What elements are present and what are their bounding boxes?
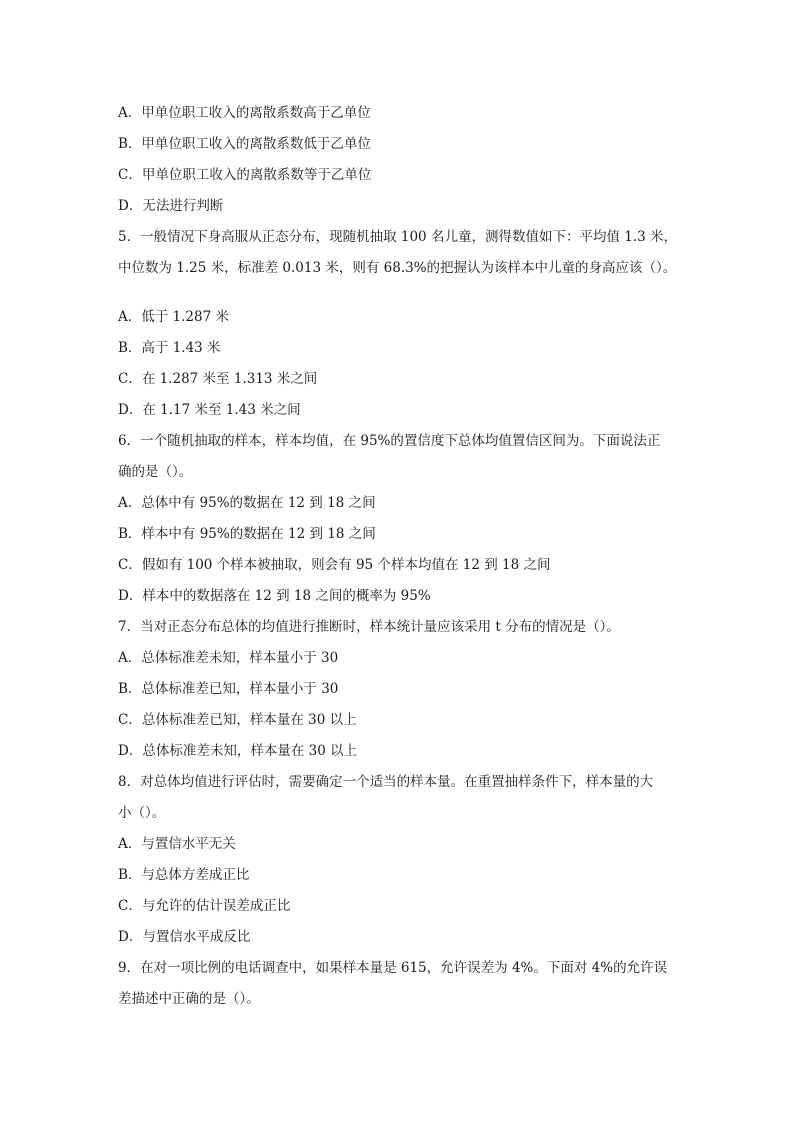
question-list (118, 101, 688, 1018)
question-line: 差描述中正确的是（）。 (118, 991, 260, 1007)
question-line: 7．当对正态分布总体的均值进行推断时，样本统计量应该采用 t 分布的情况是（）。 (118, 619, 620, 635)
answer-option: C．与允许的估计误差成正比 (118, 898, 291, 914)
answer-option: A．低于 1.287 米 (118, 309, 229, 325)
answer-option: C．总体标准差已知，样本量在 30 以上 (118, 712, 357, 728)
answer-option: B．高于 1.43 米 (118, 340, 221, 356)
answer-option: B．甲单位职工收入的离散系数低于乙单位 (118, 136, 371, 152)
question-stem (118, 429, 688, 491)
answer-option: A．总体中有 95%的数据在 12 到 18 之间 (118, 495, 376, 511)
answer-option: C．甲单位职工收入的离散系数等于乙单位 (118, 167, 372, 183)
answer-option: B．与总体方差成正比 (118, 867, 250, 883)
answer-option: A．与置信水平无关 (118, 836, 236, 852)
answer-option: B．总体标准差已知，样本量小于 30 (118, 681, 339, 697)
question-line: 确的是（）。 (118, 464, 193, 480)
question-line: 8．对总体均值进行评估时，需要确定一个适当的样本量。在重置抽样条件下，样本量的大 (118, 774, 654, 790)
question-stem (118, 770, 688, 832)
question-line: 9．在对一项比例的电话调查中，如果样本量是 615，允许误差为 4%。下面对 4%的允许误 (118, 960, 668, 976)
question-line: 中位数为 1.25 米，标准差 0.013 米，则有 68.3%的把握认为该样本中儿童的身高应该（）。 (118, 260, 677, 276)
question-stem (118, 956, 688, 1018)
answer-option: A．总体标准差未知，样本量小于 30 (118, 650, 339, 666)
answer-option: B．样本中有 95%的数据在 12 到 18 之间 (118, 526, 376, 542)
answer-option: D．与置信水平成反比 (118, 929, 251, 945)
spacer (118, 287, 688, 305)
answer-option: C．在 1.287 米至 1.313 米之间 (118, 371, 318, 387)
answer-option: C．假如有 100 个样本被抽取，则会有 95 个样本均值在 12 到 18 之间 (118, 557, 551, 573)
answer-option: D．在 1.17 米至 1.43 米之间 (118, 402, 301, 418)
answer-option: D．样本中的数据落在 12 到 18 之间的概率为 95% (118, 588, 431, 604)
question-line: 6．一个随机抽取的样本，样本均值，在 95%的置信度下总体均值置信区间为。下面说法正 (118, 433, 661, 449)
answer-option: A．甲单位职工收入的离散系数高于乙单位 (118, 105, 371, 121)
question-stem (118, 615, 688, 646)
question-line: 5．一般情况下身高服从正态分布，现随机抽取 100 名儿童，测得数值如下：平均值 1.3 米， (118, 229, 677, 245)
answer-option: D．无法进行判断 (118, 198, 224, 214)
question-line: 小（）。 (118, 805, 166, 821)
question-stem (118, 225, 688, 287)
answer-option: D．总体标准差未知，样本量在 30 以上 (118, 743, 358, 759)
